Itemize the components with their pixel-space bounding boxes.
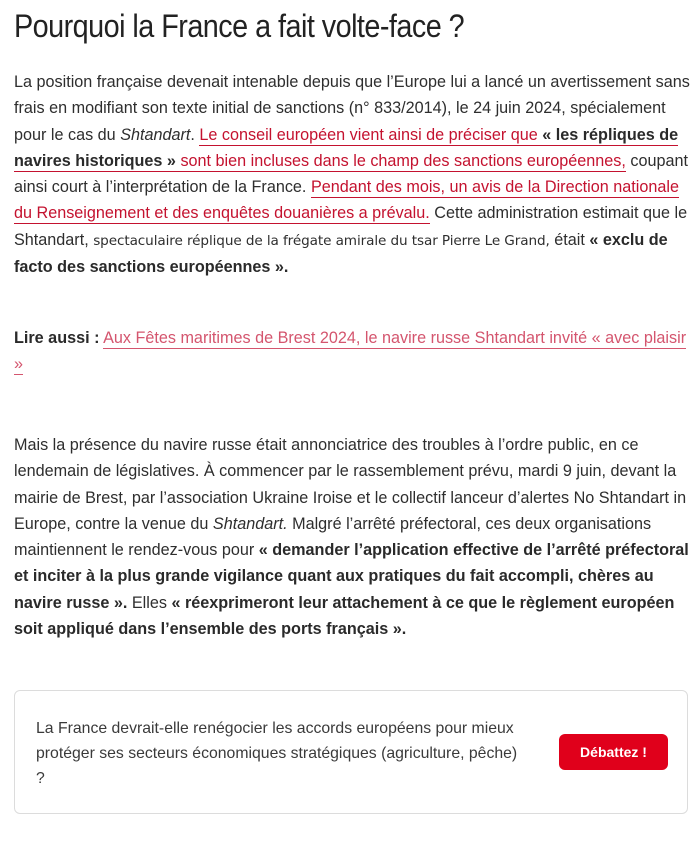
read-also-link[interactable]: Aux Fêtes maritimes de Brest 2024, le navire russe Shtandart invité « avec plaisir » xyxy=(14,329,687,374)
bold-quote: « exclu de facto des sanctions européennes ». xyxy=(14,230,668,277)
ship-name-italic: Shtandart. xyxy=(212,514,288,533)
text-segment: Elles xyxy=(127,593,172,612)
paragraph-protest xyxy=(14,432,694,642)
ship-name-italic: Shtandart xyxy=(120,125,191,144)
text-segment: Cette administration estimait que le Shtandart, xyxy=(14,204,688,249)
text-segment: Mais la présence du navire russe était annonciatrice des troubles à l’ordre public, en ce lendemain de législatives. À commencer par le rassemblement prévu, mardi 9 juin, devant la mairie de Brest, par l’association Ukraine Iroise et le collectif lanceur d’alertes No Shtandart in Europe, contre la venue du xyxy=(14,436,687,533)
text-segment: Malgré l’arrêté préfectoral, ces deux organisations maintiennent le rendez-vous pour xyxy=(14,514,652,560)
debate-button[interactable]: Débattez ! xyxy=(559,734,668,770)
debate-card xyxy=(14,690,688,814)
european-council-link[interactable]: Le conseil européen vient ainsi de préciser que « les répliques de navires historiques » sont bien incluses dans le champ des sanctions européennes, xyxy=(14,125,679,170)
bold-quote: « réexprimeront leur attachement à ce que le règlement européen soit appliqué dans l’ensemble des ports français ». xyxy=(14,593,675,639)
paragraph-sanctions xyxy=(14,69,694,280)
text-segment: était xyxy=(549,230,590,249)
text-segment: . xyxy=(190,125,200,144)
text-segment-small: spectaculaire réplique de la frégate amirale du tsar Pierre Le Grand, xyxy=(93,232,550,249)
section-heading: Pourquoi la France a fait volte-face ? xyxy=(14,8,465,44)
text-segment: coupant ainsi court à l’interprétation de la France. xyxy=(14,151,689,197)
bold-quote: « demander l’application effective de l’arrêté préfectoral et inciter à la plus grande vigilance quant aux pratiques du fait accompli, chères au navire russe ». xyxy=(14,541,689,612)
read-also xyxy=(14,325,694,378)
customs-intelligence-link[interactable]: Pendant des mois, un avis de la Direction nationale du Renseignement et des enquêtes douanières a prévalu. xyxy=(14,178,679,223)
debate-question: La France devrait-elle renégocier les accords européens pour mieux protéger ses secteurs économiques stratégiques (agriculture, pêche) ? xyxy=(36,720,518,787)
read-also-label: Lire aussi : xyxy=(14,329,100,347)
text-segment: La position française devenait intenable depuis que l’Europe lui a lancé un avertissement sans frais en modifiant son texte initial de sanctions (n° 833/2014), le 24 juin 2024, spécialement pour le cas du xyxy=(14,73,690,144)
